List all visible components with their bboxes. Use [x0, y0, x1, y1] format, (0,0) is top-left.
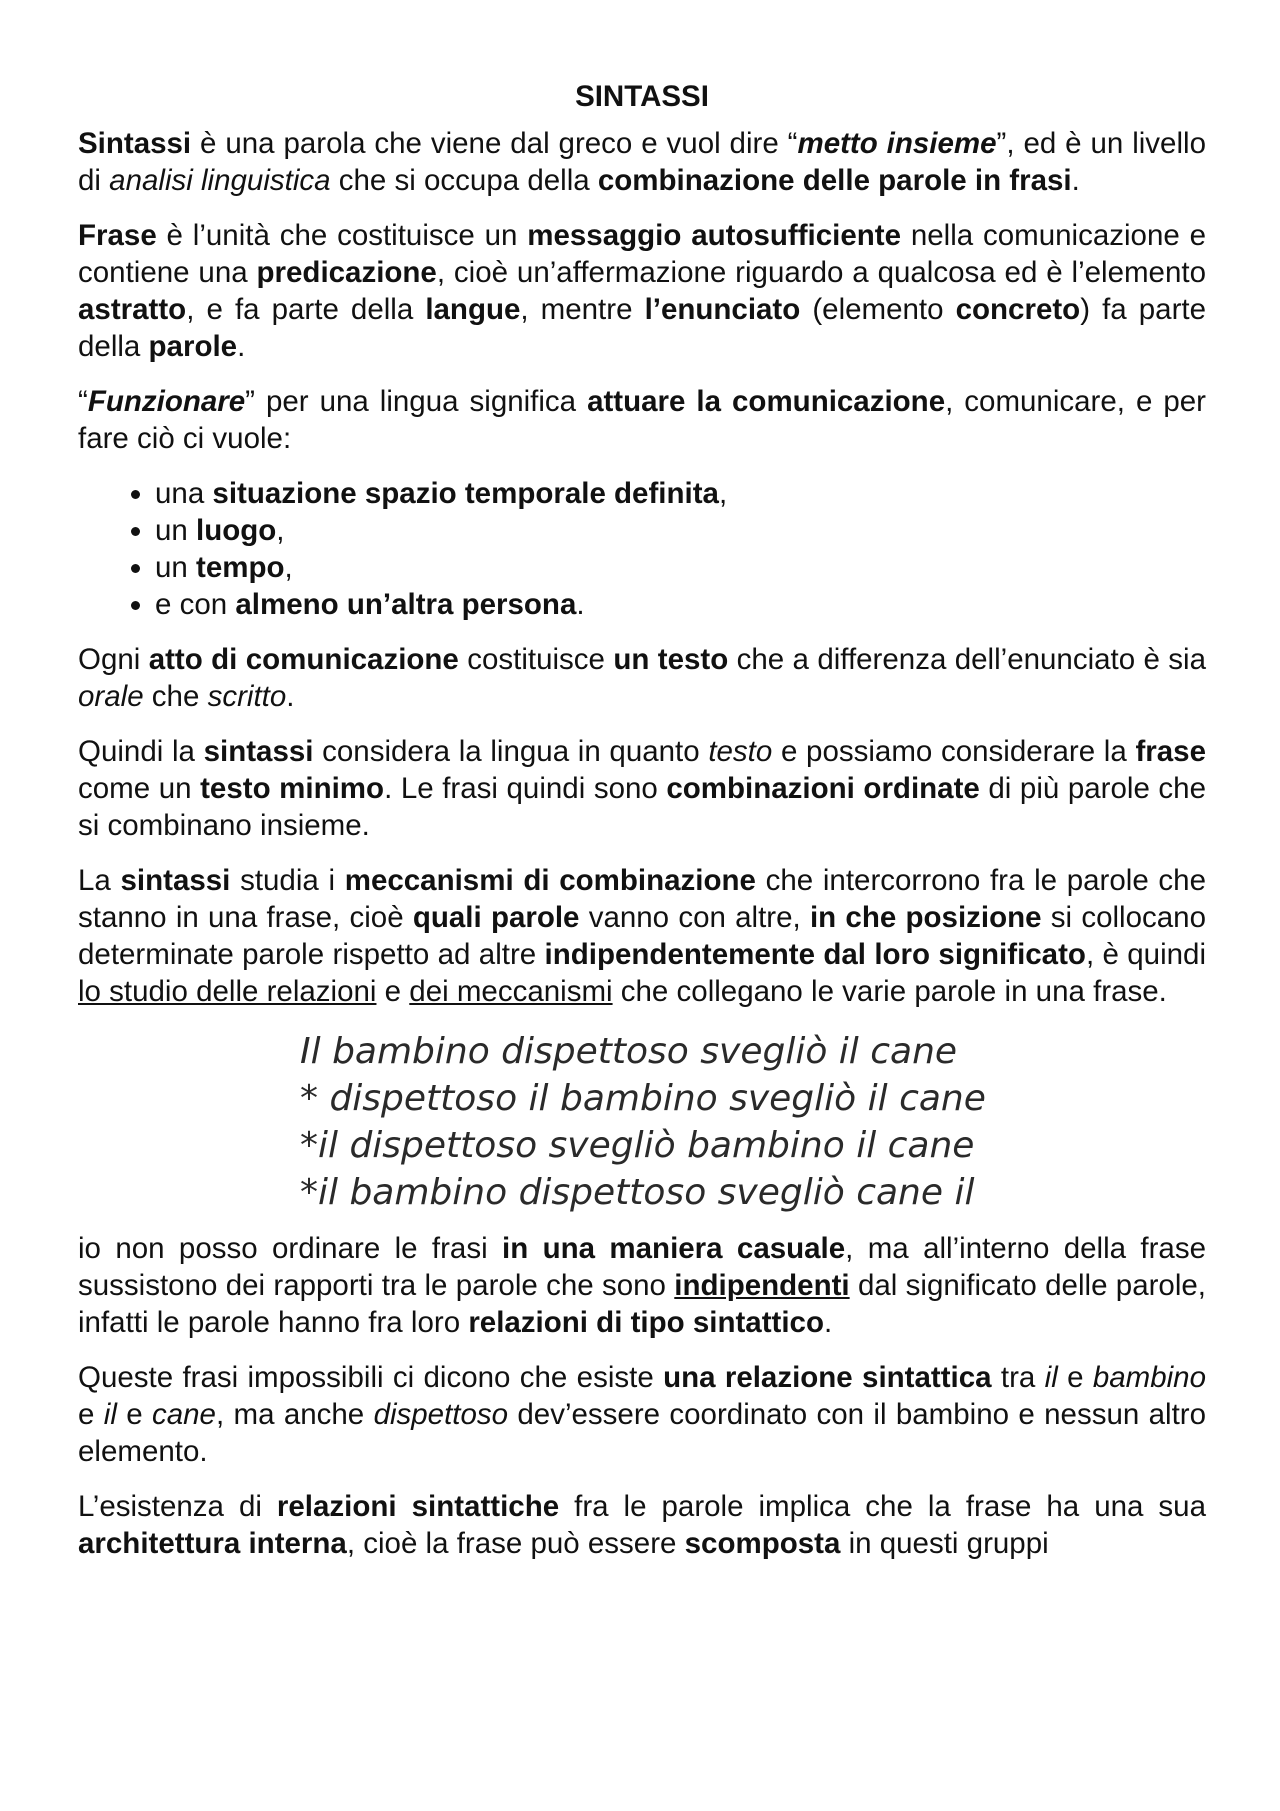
- example-sentence: Il bambino dispettoso svegliò il cane: [300, 1031, 958, 1072]
- text-run: e possiamo considerare la: [772, 735, 1136, 768]
- paragraph-atto-comunicazione: [78, 641, 1206, 715]
- list-item: [155, 586, 1206, 623]
- text-run: che si occupa della: [330, 164, 598, 197]
- text-run: metto insieme: [797, 127, 997, 160]
- text-run: e: [1057, 1361, 1093, 1394]
- text-run: almeno un’altra persona: [235, 588, 577, 621]
- text-run: situazione spazio temporale definita: [212, 477, 719, 510]
- text-run: in questi gruppi: [840, 1527, 1049, 1560]
- text-run: si collocano determinate parole rispetto ad altre: [78, 901, 1206, 971]
- text-run: e: [376, 975, 410, 1008]
- text-run: Quindi la: [78, 735, 204, 768]
- text-run: scritto: [207, 680, 287, 713]
- paragraph-frasi-impossibili: [78, 1359, 1206, 1470]
- text-run: un: [155, 514, 197, 547]
- text-run: testo minimo: [200, 772, 385, 805]
- text-run: predicazione: [256, 256, 437, 289]
- text-run: indipendenti: [674, 1269, 850, 1302]
- text-run: Funzionare: [87, 385, 246, 418]
- text-run: . Le frasi quindi sono: [384, 772, 667, 805]
- list-item: [155, 549, 1206, 586]
- text-run: ”, ed è un livello di: [78, 127, 1206, 197]
- text-run: io non posso ordinare le frasi: [78, 1232, 503, 1265]
- text-run: , e fa parte della: [186, 293, 426, 326]
- text-run: studia i: [230, 864, 345, 897]
- text-run: scomposta: [684, 1527, 841, 1560]
- text-run: relazioni di tipo sintattico: [468, 1306, 824, 1339]
- text-run: costituisce: [458, 643, 614, 676]
- text-run: testo: [708, 735, 773, 768]
- text-run: “: [78, 385, 88, 418]
- text-run: in una maniera casuale: [502, 1232, 846, 1265]
- text-run: che: [143, 680, 208, 713]
- text-run: che a differenza dell’enunciato è sia: [728, 643, 1207, 676]
- text-run: dal significato delle parole, infatti le parole hanno fra loro: [78, 1269, 1206, 1339]
- text-run: dei meccanismi: [409, 975, 613, 1008]
- text-run: il: [103, 1398, 117, 1431]
- text-run: attuare la comunicazione: [587, 385, 946, 418]
- text-run: una: [155, 477, 213, 510]
- paragraph-architettura: [78, 1488, 1206, 1562]
- text-run: .: [1071, 164, 1080, 197]
- text-run: sintassi: [203, 735, 314, 768]
- text-run: che collegano le varie parole in una frase.: [612, 975, 1167, 1008]
- text-run: atto di comunicazione: [148, 643, 459, 676]
- text-run: .: [237, 330, 246, 363]
- text-run: Sintassi: [78, 127, 192, 160]
- text-run: è una parola che viene dal greco e vuol dire “: [191, 127, 798, 160]
- text-run: di più parole che si combinano insieme.: [78, 772, 1206, 842]
- text-run: indipendentemente dal loro significato: [544, 938, 1086, 971]
- example-sentences: [300, 1028, 1206, 1216]
- paragraph-testo-minimo: [78, 733, 1206, 844]
- text-run: frase: [1135, 735, 1206, 768]
- text-run: combinazioni ordinate: [666, 772, 980, 805]
- page-title: SINTASSI: [575, 80, 709, 113]
- text-run: , ma all’interno della frase sussistono dei rapporti tra le parole che sono: [78, 1232, 1206, 1302]
- text-run: che intercorrono fra le parole che stanno in una frase, cioè: [78, 864, 1206, 934]
- text-run: ” per una lingua significa: [245, 385, 588, 418]
- text-run: lo studio delle relazioni: [78, 975, 377, 1008]
- text-run: meccanismi di combinazione: [344, 864, 756, 897]
- text-run: .: [286, 680, 295, 713]
- text-run: L’esistenza di: [78, 1490, 277, 1523]
- text-run: l’enunciato: [644, 293, 801, 326]
- text-run: Queste frasi impossibili ci dicono che esiste: [78, 1361, 664, 1394]
- text-run: sintassi: [120, 864, 231, 897]
- text-run: , ma anche: [215, 1398, 374, 1431]
- requirements-list: [78, 475, 1206, 623]
- text-run: considera la lingua in quanto: [313, 735, 709, 768]
- text-run: ,: [284, 551, 293, 584]
- text-run: ,: [718, 477, 728, 510]
- text-run: e con: [155, 588, 236, 621]
- example-sentence: *il dispettoso svegliò bambino il cane: [300, 1125, 975, 1166]
- example-sentence: * dispettoso il bambino svegliò il cane: [300, 1078, 986, 1119]
- paragraph-funzionare: [78, 383, 1206, 457]
- text-run: , mentre: [520, 293, 645, 326]
- text-run: .: [576, 588, 585, 621]
- text-run: vanno con altre,: [579, 901, 810, 934]
- text-run: in che posizione: [809, 901, 1042, 934]
- list-item: [155, 512, 1206, 549]
- text-run: Frase: [78, 219, 157, 252]
- text-run: e: [116, 1398, 152, 1431]
- text-run: langue: [425, 293, 521, 326]
- text-run: , cioè la frase può essere: [346, 1527, 685, 1560]
- list-item: [155, 475, 1206, 512]
- text-run: cane: [151, 1398, 216, 1431]
- text-run: , cioè un’affermazione riguardo a qualcosa ed è l’elemento: [436, 256, 1206, 289]
- text-run: Ogni: [78, 643, 149, 676]
- text-run: concreto: [955, 293, 1081, 326]
- text-run: combinazione delle parole in frasi: [597, 164, 1072, 197]
- text-run: quali parole: [412, 901, 580, 934]
- text-run: relazioni sintattiche: [276, 1490, 560, 1523]
- text-run: è l’unità che costituisce un: [156, 219, 528, 252]
- text-run: bambino: [1092, 1361, 1206, 1394]
- text-run: analisi linguistica: [109, 164, 331, 197]
- text-run: ,: [276, 514, 285, 547]
- paragraph-ordine-frasi: [78, 1230, 1206, 1341]
- text-run: messaggio autosufficiente: [527, 219, 901, 252]
- paragraph-frase-definition: [78, 217, 1206, 365]
- text-run: fra le parole implica che la frase ha una sua: [559, 1490, 1206, 1523]
- text-run: architettura interna: [78, 1527, 347, 1560]
- text-run: e: [78, 1398, 104, 1431]
- text-run: una relazione sintattica: [663, 1361, 992, 1394]
- text-run: luogo: [196, 514, 277, 547]
- text-run: .: [823, 1306, 833, 1339]
- text-run: tra: [991, 1361, 1045, 1394]
- text-run: come un: [78, 772, 201, 805]
- text-run: il: [1044, 1361, 1058, 1394]
- text-run: un: [155, 551, 197, 584]
- text-run: tempo: [196, 551, 285, 584]
- text-run: , comunicare, e per fare ciò ci vuole:: [78, 385, 1206, 455]
- text-run: parole: [148, 330, 238, 363]
- text-run: La: [78, 864, 121, 897]
- text-run: nella comunicazione e contiene una: [78, 219, 1206, 289]
- text-run: astratto: [78, 293, 187, 326]
- text-run: orale: [78, 680, 144, 713]
- text-run: , è quindi: [1085, 938, 1206, 971]
- document-page: [78, 78, 1206, 1580]
- paragraph-meccanismi: [78, 862, 1206, 1010]
- text-run: (elemento: [800, 293, 956, 326]
- text-run: ) fa parte della: [78, 293, 1207, 363]
- paragraph-sintassi-definition: [78, 125, 1206, 199]
- text-run: un testo: [613, 643, 729, 676]
- example-sentence: *il bambino dispettoso svegliò cane il: [300, 1172, 975, 1213]
- text-run: dev’essere coordinato con il bambino e nessun altro elemento.: [78, 1398, 1206, 1468]
- text-run: dispettoso: [373, 1398, 509, 1431]
